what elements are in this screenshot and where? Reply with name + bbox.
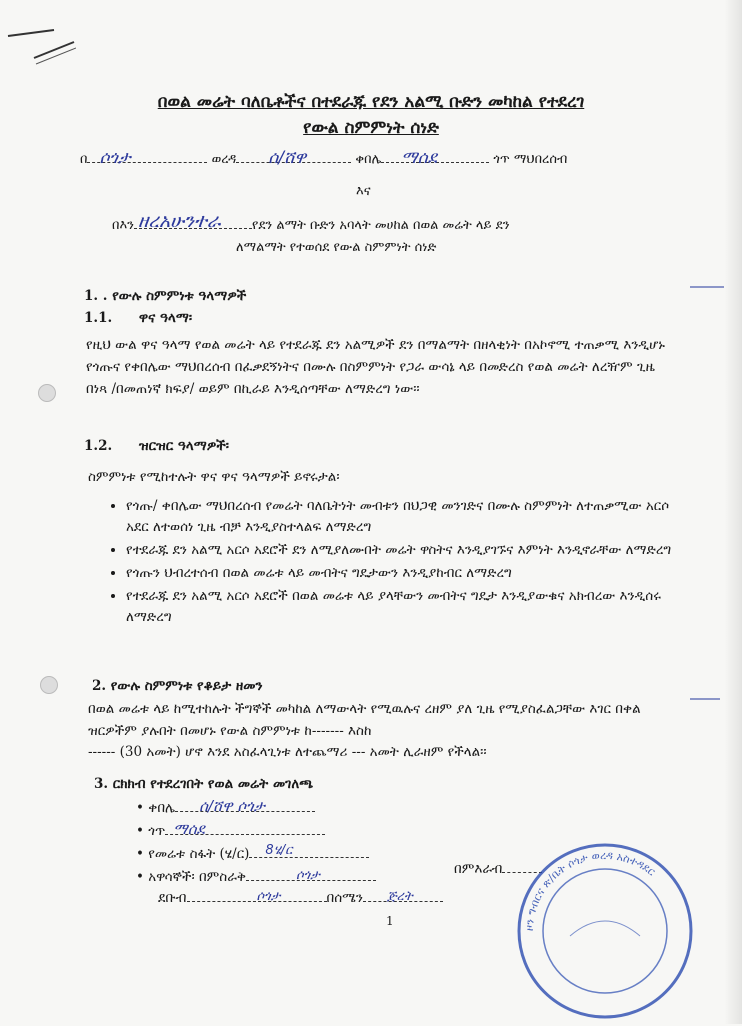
page-edge-shadow xyxy=(724,0,742,1024)
section2-text-b: ------ (30 አመት) ሆኖ እንደ አስፈላጊነቱ ለተጨማሪ --- አመት ሊራዘም የችላል፡፡ xyxy=(88,744,487,760)
section3-heading: 3. ርክክብ የተደረገበት የወል መሬት መገለጫ xyxy=(94,776,314,792)
section1-1-heading xyxy=(84,310,192,326)
official-stamp xyxy=(510,836,700,1026)
section1-2-intro: ስምምነቱ የሚከተሉት ዋና ዋና ዓላማዎች ይኖሩታል፡ xyxy=(88,469,340,485)
prefix-label: በ xyxy=(80,152,88,167)
section2-text-a: በወል መሬቱ ላይ ከሚተከሉት ችግኞች መካከል ለማውላት የሚዉሉና ረዘም ያለ ጊዜ የሚያስፈልጋቸው እገር በቀል ዝርዎችም ያሉበት በመሆኑ የውል ስምምነቱ ከ------- እስከ xyxy=(88,701,641,739)
list-item: • የተደራጁ ደን አልሚ አርሶ አደሮች ደን ለሚያለሙበት መሬት ዋስትና እንዲያገኙና እምነት እንዲኖራቸው ለማድረግ xyxy=(126,540,696,561)
got-row: • ጎጥ ማሰደ xyxy=(136,823,325,839)
list-item: • የተደራጁ ደን አልሚ አርሶ አደሮች በወል መሬቱ ላይ ያላቸውን መብትና ግዴታ እንዲያውቁና አክብረው እንዲሰሩ ለማድረግ xyxy=(126,586,696,628)
area-field-label: የመሬቱ ስፋት (ሄ/ር) xyxy=(148,846,250,862)
section2-heading: 2. የውሉ ስምምነቱ የቆይታ ዘመን xyxy=(92,678,263,694)
got-field-label: ጎጥ xyxy=(148,823,166,839)
section1-2-title: ዝርዝር ዓላማዎች፡ xyxy=(138,438,229,454)
handwriting-east-value: ሶጎታ xyxy=(296,868,320,883)
team-prefix: በእን xyxy=(112,218,134,233)
punch-hole xyxy=(40,676,58,694)
handwriting-area-value: 8ሄ/ር xyxy=(265,843,293,858)
boundaries-row: • አዋሳኞች፡ በምስራቅ ሶጎታ xyxy=(136,869,376,885)
handwriting-kebele: ማሰደ xyxy=(401,148,437,168)
team-line xyxy=(112,210,510,233)
section1-2-heading xyxy=(84,438,229,454)
south-boundary-label: ደቡብ xyxy=(158,890,187,906)
handwriting-woreda: ሰ/ሸዋ xyxy=(268,148,307,168)
svg-text:ዞን ግብርና ጽ/ቤት ሶጎታ ወረዳ አስተዳደር xyxy=(523,849,658,931)
section1-heading: 1. . የውሉ ስምምነቱ ዓላማዎች xyxy=(84,288,247,304)
section1-1-number: 1.1. xyxy=(84,310,113,326)
area-row: • የመሬቱ ስፋት (ሄ/ር) 8ሄ/ር xyxy=(136,846,369,862)
section1-1-title: ዋና ዓላማ፡ xyxy=(138,310,193,326)
got-community-label: ጎጥ ማህበረሰብ xyxy=(493,152,568,167)
south-north-row xyxy=(158,890,443,906)
header-fill-line xyxy=(80,148,568,168)
document-title: በወል መሬት ባለቤቶችና በተደራጁ የደን አልሚ ቡድን መካከል የተደረገ xyxy=(157,92,585,112)
handwriting-north-value: ጅረት xyxy=(386,889,413,904)
margin-pen-stroke xyxy=(690,286,724,288)
margin-pen-stroke xyxy=(690,698,720,700)
handwriting-got: ሶጎታ xyxy=(99,148,131,168)
kebele-field-label: ቀበሌ xyxy=(148,800,176,816)
west-boundary-label: በምእራብ xyxy=(454,861,503,877)
pen-scratch-mark xyxy=(6,28,76,68)
and-word: እና xyxy=(356,184,371,199)
kebele-label: ቀበሌ xyxy=(355,152,382,167)
document-subtitle: የውል ስምምነት ሰነድ xyxy=(303,118,439,138)
section1-2-number: 1.2. xyxy=(84,438,113,454)
handwriting-got-value: ማሰደ xyxy=(173,820,205,838)
handwriting-south-value: ሶጎታ xyxy=(256,889,281,904)
team-text: የደን ልማት ቡድን አባላት መሀከል በወል መሬት ላይ ደን xyxy=(251,218,510,233)
objectives-list xyxy=(108,496,696,630)
east-boundary-label: አዋሳኞች፡ በምስራቅ xyxy=(148,869,247,885)
stamp-text: ዞን ግብርና ጽ/ቤት ሶጎታ ወረዳ አስተዳደር xyxy=(522,848,658,932)
kebele-row: • ቀበሌ ሰ/ሸዋ ሶጎታ xyxy=(136,800,315,816)
list-item: • የጎጡ/ ቀበሌው ማህበረሰብ የመሬት ባለቤትነት መብቱን በህጋዊ መንገድና በሙሉ ስምምነት ለተጠቃሚው አርሶ አደር ለተወሰነ ጊዜ ብቻ እንዲያስተላልፍ ለማድረግ xyxy=(126,496,696,538)
punch-hole xyxy=(38,384,56,402)
page-number: 1 xyxy=(386,914,394,928)
list-item: • የጎጡን ህብረተሰብ በወል መሬቱ ላይ መብትና ግዴታውን እንዲያከብር ለማድረግ xyxy=(126,563,696,584)
header-line4: ለማልማት የተወሰደ የውል ስምምነት ሰነድ xyxy=(236,240,437,255)
section1-1-text: የዚህ ውል ዋና ዓላማ የወል መሬት ላይ የተደራጁ ደን አልሚዎች ደን በማልማት በዘላቂነት በአኮኖሚ ተጠቃሚ እንዲሆኑ የጎጡና የቀበሌው ማህበረሰብ በፈቃደኝነትና በሙሉ በስምምነት የጋራ ውሳኔ ላይ በመድረስ የወል መሬት ለረዥም ጊዜ በነጻ /በመጠነኛ ክፍያ/ ወይም በኪራይ እንዲሰጣቸው ለማድረግ ነው፡፡ xyxy=(86,337,665,397)
handwriting-kebele-value: ሰ/ሸዋ ሶጎታ xyxy=(199,797,265,815)
handwriting-team-name: ዘረአሁንተራ xyxy=(137,210,221,232)
woreda-label: ወረዳ xyxy=(211,152,237,167)
north-boundary-label: በሰሜን xyxy=(326,890,363,906)
